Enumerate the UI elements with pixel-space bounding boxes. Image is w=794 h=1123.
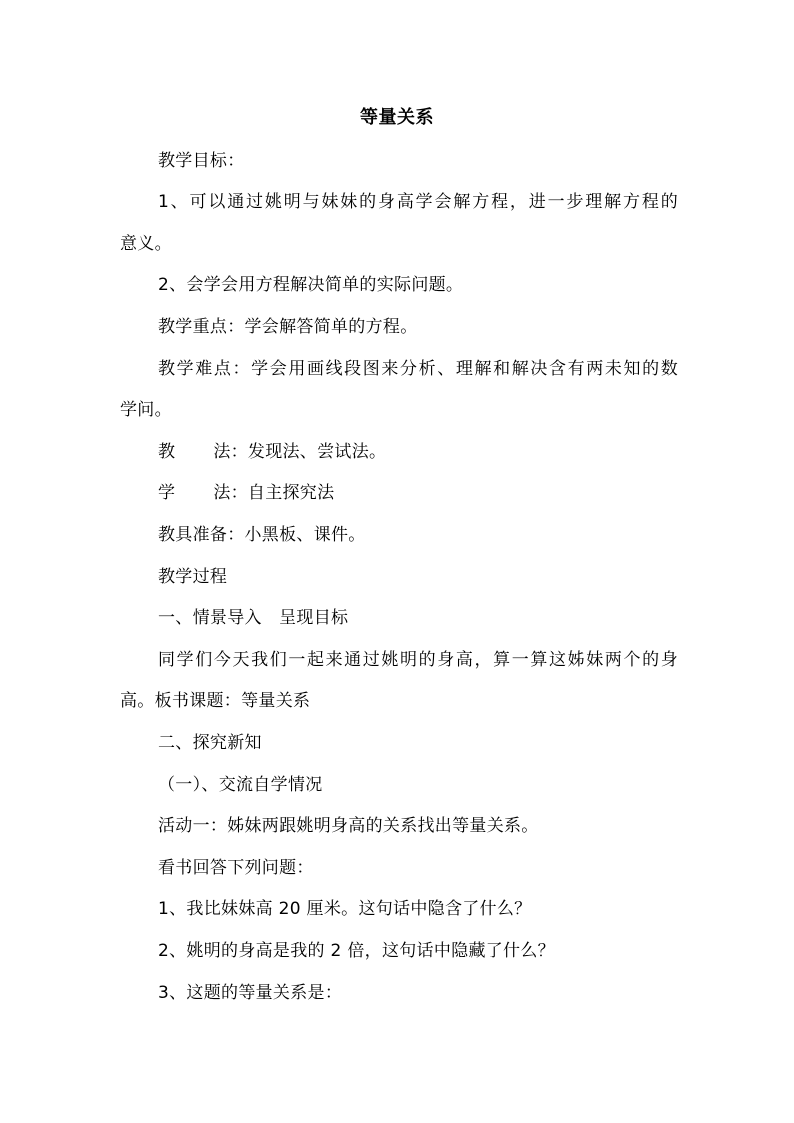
page-title: 等量关系: [360, 107, 434, 128]
paragraph-line: 教具准备：小黑板、课件。: [158, 525, 366, 545]
paragraph-line: 同学们今天我们一起来通过姚明的身高，算一算这姊妹两个的身: [158, 650, 678, 670]
subsection-heading: （一）、交流自学情况: [158, 775, 323, 795]
paragraph-line: 看书回答下列问题：: [158, 858, 314, 878]
question-item: 3、这题的等量关系是：: [158, 983, 343, 1003]
question-item: 1、我比妹妹高 20 厘米。这句话中隐含了什么？: [158, 899, 532, 919]
paragraph-line: 教学难点：学会用画线段图来分析、理解和解决含有两未知的数: [158, 359, 678, 379]
label-jiao: 教: [158, 442, 176, 462]
paragraph-line: 高。板书课题：等量关系: [120, 691, 311, 711]
teaching-method-text: 法：发现法、尝试法。: [213, 442, 387, 462]
paragraph-line: 2、会学会用方程解决简单的实际问题。: [158, 275, 464, 295]
paragraph-line: 活动一：姊妹两跟姚明身高的关系找出等量关系。: [158, 816, 539, 836]
paragraph-line: 1、可以通过姚明与妹妹的身高学会解方程，进一步理解方程的: [158, 192, 678, 212]
teaching-method-line: [158, 441, 678, 463]
label-xue: 学: [158, 483, 176, 503]
section-heading: 教学过程: [158, 567, 228, 587]
paragraph-line: 学问。: [120, 400, 172, 420]
section-heading: 二、探究新知: [158, 733, 262, 753]
section-heading: 一、情景导入 呈现目标: [158, 608, 349, 628]
paragraph-line: 意义。: [120, 234, 172, 254]
question-item: 2、姚明的身高是我的 2 倍，这句话中隐藏了什么？: [158, 941, 555, 961]
paragraph-line: 教学目标：: [158, 151, 245, 171]
learning-method-line: [158, 482, 678, 504]
learning-method-text: 法：自主探究法: [213, 483, 335, 503]
paragraph-line: 教学重点：学会解答简单的方程。: [158, 317, 418, 337]
